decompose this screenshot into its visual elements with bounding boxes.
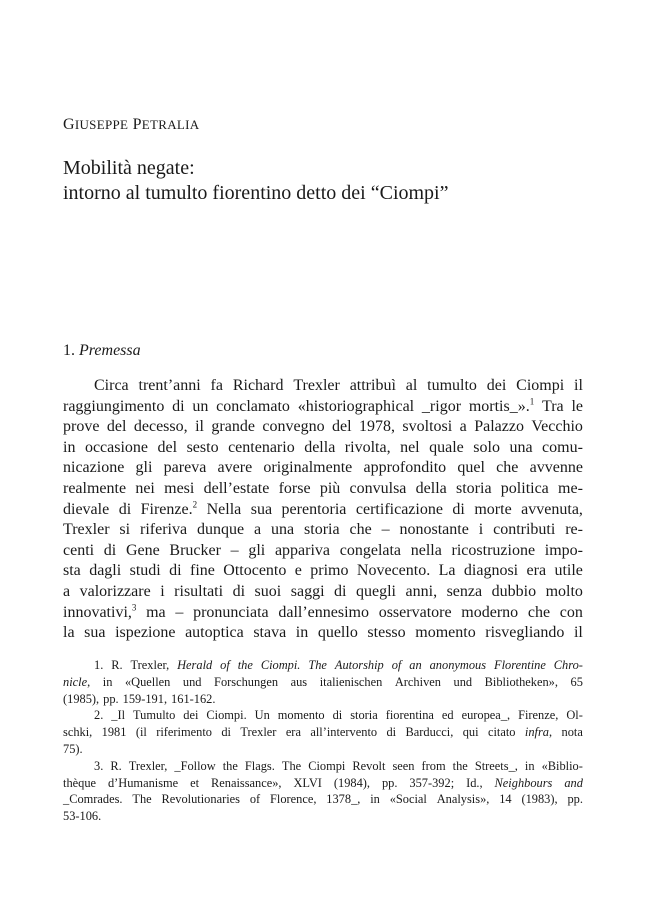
word: utile — [554, 562, 583, 580]
body-line — [63, 603, 583, 624]
footnote-line — [63, 707, 583, 724]
word: del — [106, 418, 127, 436]
word: risultati — [174, 582, 224, 600]
word: raggiungimento — [63, 397, 165, 415]
word: dall’ennesimo — [278, 603, 369, 621]
word: XLVI — [293, 775, 322, 790]
footnote-line — [63, 741, 583, 758]
word: i — [478, 521, 484, 539]
word: sua — [84, 624, 106, 642]
word: pp. — [103, 691, 119, 706]
word: gli — [248, 541, 266, 559]
body-line — [63, 376, 583, 397]
word: 159-191, — [122, 691, 168, 706]
word: Id., — [466, 775, 483, 790]
word: a — [63, 582, 71, 600]
title-line-1: Mobilità negate: — [63, 157, 195, 179]
word: di — [103, 541, 117, 559]
word: quello — [317, 624, 358, 642]
word: R. — [111, 658, 123, 672]
word: Analysis», — [436, 792, 490, 807]
word: 1978, — [358, 418, 395, 436]
word: il — [573, 624, 583, 642]
word: 53-106. — [63, 809, 102, 824]
word: of — [391, 658, 402, 672]
word: Chro- — [553, 658, 583, 672]
word: primo — [310, 562, 349, 580]
word: ma — [146, 603, 166, 621]
word: mesi — [164, 479, 195, 497]
word: le — [571, 397, 583, 415]
word: senza — [446, 582, 483, 600]
word: autoptica — [185, 624, 244, 642]
word: a — [254, 521, 262, 539]
word: Ciompi. — [206, 708, 247, 723]
word: aus — [290, 674, 308, 689]
word: The — [132, 792, 152, 807]
word: convegno — [262, 418, 325, 436]
word: moderno — [461, 603, 519, 621]
word: di — [452, 500, 465, 518]
word: 1378_, — [326, 792, 361, 807]
word: und — [453, 674, 473, 689]
word: contributi — [493, 521, 556, 539]
word: centenario — [228, 438, 295, 456]
word: Autorship — [334, 658, 384, 672]
word: the — [237, 658, 253, 672]
word: stava — [253, 624, 287, 642]
word: Forschungen — [214, 674, 279, 689]
word: i — [160, 582, 165, 600]
word: pronunciata — [193, 603, 269, 621]
word: La — [438, 562, 456, 580]
word: Neighbours — [494, 775, 553, 790]
body-line — [63, 458, 583, 479]
word: Bibliotheken», — [484, 674, 558, 689]
word: Circa — [94, 377, 129, 394]
word: conclamato — [216, 397, 290, 415]
word: Ottocento — [223, 562, 287, 580]
word: il — [195, 418, 204, 436]
word: di — [386, 725, 397, 740]
word: congelata — [339, 541, 402, 559]
word: Trexler, — [130, 658, 170, 672]
word: dubbio — [491, 582, 537, 600]
word: The — [308, 658, 327, 672]
word: svoltosi — [402, 418, 453, 436]
word: prove — [63, 418, 100, 436]
body-line — [63, 438, 583, 459]
article-title — [63, 156, 449, 206]
word: Ciompi — [516, 377, 565, 394]
word: an — [409, 658, 422, 672]
word: nonostante — [399, 521, 469, 539]
word: Archiven — [394, 674, 441, 689]
word: dagli — [89, 562, 122, 580]
word: che — [527, 603, 551, 621]
word: grande — [211, 418, 255, 436]
footnote-line — [63, 674, 583, 691]
word: – — [175, 603, 184, 621]
word: infra, — [524, 725, 553, 740]
word: di — [169, 562, 182, 580]
word: in — [524, 758, 535, 773]
word: d’Humanisme — [107, 775, 179, 790]
body-line — [63, 541, 583, 562]
word: «Social — [389, 792, 427, 807]
word: und — [182, 674, 202, 689]
word: Tumulto — [133, 708, 176, 723]
word: _Il — [111, 708, 126, 723]
section-title: Premessa — [79, 342, 141, 359]
word: (1985), — [63, 691, 100, 706]
word: Richard — [232, 377, 284, 394]
word: stesso — [367, 624, 406, 642]
word: 1. — [94, 658, 104, 672]
word: Streets_, — [474, 758, 518, 773]
word: diagnosi — [463, 562, 519, 580]
word: di — [334, 582, 347, 600]
word: forse — [278, 479, 311, 497]
word: re- — [565, 521, 583, 539]
word: con — [559, 603, 583, 621]
word: era — [526, 562, 547, 580]
word: ricostruzione — [451, 541, 536, 559]
word: (il — [135, 725, 147, 740]
word: Un — [254, 708, 270, 723]
word: realmente — [63, 479, 127, 497]
word: 3. — [94, 758, 104, 773]
body-line — [63, 520, 583, 541]
word: Vecchio — [531, 418, 583, 436]
word: 65 — [570, 674, 583, 689]
word: dievale — [63, 500, 110, 518]
word: politica — [500, 479, 549, 497]
word: avvenuta, — [521, 500, 583, 518]
word: sesto — [186, 438, 219, 456]
word: «Quellen — [124, 674, 171, 689]
word: quel — [457, 459, 485, 477]
word: nei — [135, 479, 155, 497]
word: Ciompi. — [260, 658, 301, 672]
word: originalmente — [263, 459, 353, 477]
word: molto — [545, 582, 583, 600]
word: attribuì — [349, 377, 396, 394]
word: comu- — [542, 438, 583, 456]
word: fiorentina — [385, 708, 434, 723]
word: di — [172, 397, 185, 415]
word: che — [349, 521, 372, 539]
word: schki, — [63, 725, 93, 740]
word: R. — [110, 758, 122, 773]
word: «historiographical — [297, 397, 415, 415]
word: gli — [135, 459, 153, 477]
word: avere — [217, 459, 253, 477]
word: quale — [429, 438, 464, 456]
word: et — [190, 775, 200, 790]
word: italienischen — [319, 674, 383, 689]
word: a — [459, 418, 467, 436]
word: morte — [474, 500, 512, 518]
word: Trexler — [63, 521, 110, 539]
word: (1984), — [333, 775, 371, 790]
word: riferiva — [140, 521, 188, 539]
word: Flags. — [244, 758, 275, 773]
word: perentoria — [281, 500, 347, 518]
word: anonymous — [429, 658, 487, 672]
word: momento — [415, 624, 476, 642]
body-line — [63, 623, 583, 644]
word: in — [63, 438, 76, 456]
word: quegli — [356, 582, 396, 600]
word: del — [157, 438, 178, 456]
word: tumulto — [427, 377, 477, 394]
word: thèque — [63, 775, 97, 790]
word: dunque — [196, 521, 245, 539]
word: citato — [487, 725, 516, 740]
word: of — [220, 658, 230, 672]
word: al — [405, 377, 418, 394]
word: 357-392; — [409, 775, 455, 790]
word: of — [249, 792, 261, 807]
word: fa — [210, 377, 223, 394]
body-line — [63, 561, 583, 582]
word: Revolutionaries — [161, 792, 240, 807]
word: in — [295, 624, 309, 642]
word: _Follow — [174, 758, 216, 773]
word: momento — [277, 708, 325, 723]
word: Firenze, — [518, 708, 559, 723]
word: – — [230, 541, 239, 559]
word: risvegliando — [485, 624, 565, 642]
word: 14 — [499, 792, 512, 807]
word: Florentine — [494, 658, 546, 672]
word: _rigor — [421, 397, 462, 415]
word: e — [294, 562, 302, 580]
word: rivolta, — [344, 438, 391, 456]
word: convulsa — [349, 479, 407, 497]
word: che — [496, 459, 519, 477]
word: occasione — [84, 438, 149, 456]
word: The — [281, 758, 302, 773]
word: pp. — [567, 792, 583, 807]
word: di — [332, 708, 343, 723]
word: nicazione — [63, 459, 125, 477]
word: più — [319, 479, 341, 497]
word: europea_, — [461, 708, 511, 723]
word: impo- — [544, 541, 583, 559]
word: innovativi,$^3$ — [63, 602, 137, 621]
word: dell’estate — [203, 479, 270, 497]
word: il — [574, 377, 583, 394]
word: Trexler, — [128, 758, 168, 773]
author-last-initial: P — [132, 116, 142, 133]
word: from — [421, 758, 446, 773]
word: una — [509, 438, 533, 456]
footnote-line — [63, 775, 583, 792]
footnote-line — [63, 758, 583, 775]
word: ispezione — [115, 624, 176, 642]
body-line — [63, 582, 583, 603]
word: «Biblio- — [541, 758, 583, 773]
footnote-line — [63, 808, 583, 825]
word: ed — [441, 708, 454, 723]
word: un — [192, 397, 209, 415]
word: storia — [350, 708, 378, 723]
word: Nella — [206, 500, 242, 518]
word: Ol- — [566, 708, 583, 723]
word: la — [63, 624, 75, 642]
word: Renaissance», — [211, 775, 282, 790]
word: Brucker — [169, 541, 221, 559]
word: Palazzo — [474, 418, 524, 436]
word: fine — [189, 562, 215, 580]
word: certificazione — [355, 500, 443, 518]
word: trent’anni — [138, 377, 201, 394]
word: pareva — [163, 459, 207, 477]
word: the — [452, 758, 468, 773]
word: Barducci, — [405, 725, 454, 740]
word: mortis_».$^1$ — [468, 396, 535, 415]
word: Trexler — [293, 377, 340, 394]
section-number: 1. — [63, 342, 75, 359]
word: and — [564, 775, 583, 790]
word: me- — [558, 479, 583, 497]
word: nota — [561, 725, 583, 740]
word: (1983), — [521, 792, 558, 807]
word: Ciompi — [308, 758, 346, 773]
word: _Comrades. — [63, 792, 123, 807]
footnote-line — [63, 691, 583, 708]
title-line-2: intorno al tumulto fiorentino detto dei “Ciompi” — [63, 182, 449, 204]
word: suoi — [254, 582, 282, 600]
word: – — [381, 521, 390, 539]
footnote-line — [63, 724, 583, 741]
footnote-line — [63, 657, 583, 674]
word: 2. — [94, 708, 104, 723]
word: una — [271, 521, 295, 539]
author-first-rest: IUSEPPE — [74, 117, 129, 132]
word: dei — [486, 377, 507, 394]
word: di — [221, 725, 231, 740]
word: nel — [400, 438, 420, 456]
word: Florence, — [269, 792, 317, 807]
word: 1981 — [101, 725, 127, 740]
author-name — [63, 116, 199, 134]
word: centi — [63, 541, 95, 559]
section-heading — [63, 342, 141, 360]
footnote-line — [63, 791, 583, 808]
word: storia — [456, 479, 492, 497]
word: valorizzare — [79, 582, 151, 600]
word: qui — [462, 725, 479, 740]
word: 75). — [63, 741, 83, 756]
word: sta — [63, 562, 81, 580]
word: decesso, — [133, 418, 188, 436]
word: Trexler — [240, 725, 277, 740]
word: the — [222, 758, 238, 773]
word: solo — [473, 438, 500, 456]
word: seen — [392, 758, 415, 773]
word: si — [119, 521, 131, 539]
word: di — [232, 582, 246, 600]
word: Novecento. — [356, 562, 431, 580]
word: della — [304, 438, 336, 456]
word: anni, — [405, 582, 438, 600]
body-line — [63, 479, 583, 500]
word: Revolt — [352, 758, 386, 773]
word: storia — [304, 521, 340, 539]
word: in — [370, 792, 380, 807]
word: saggi — [290, 582, 325, 600]
word: Gene — [125, 541, 160, 559]
word: pp. — [381, 775, 398, 790]
word: all’intervento — [310, 725, 378, 740]
word: nicle, — [63, 674, 91, 689]
word: Herald — [177, 658, 213, 672]
word: approfondito — [363, 459, 447, 477]
word: Tra — [542, 397, 564, 415]
word: era — [285, 725, 301, 740]
word: studi — [129, 562, 161, 580]
body-line — [63, 500, 583, 521]
word: dei — [183, 708, 199, 723]
footnotes — [63, 657, 583, 825]
body-line — [63, 397, 583, 418]
body-text — [63, 376, 583, 644]
word: appariva — [274, 541, 331, 559]
word: di — [118, 500, 132, 518]
author-last-rest: ETRALIA — [141, 117, 200, 132]
word: 161-162. — [171, 691, 216, 706]
author-first-initial: G — [63, 116, 75, 133]
body-line — [63, 417, 583, 438]
word: nella — [410, 541, 442, 559]
word: avvenne — [529, 459, 583, 477]
word: riferimento — [156, 725, 212, 740]
word: in — [102, 674, 113, 689]
word: sua — [250, 500, 273, 518]
word: della — [415, 479, 447, 497]
word: Firenze.$^2$ — [140, 499, 198, 518]
word: del — [332, 418, 352, 436]
word: osservatore — [378, 603, 452, 621]
